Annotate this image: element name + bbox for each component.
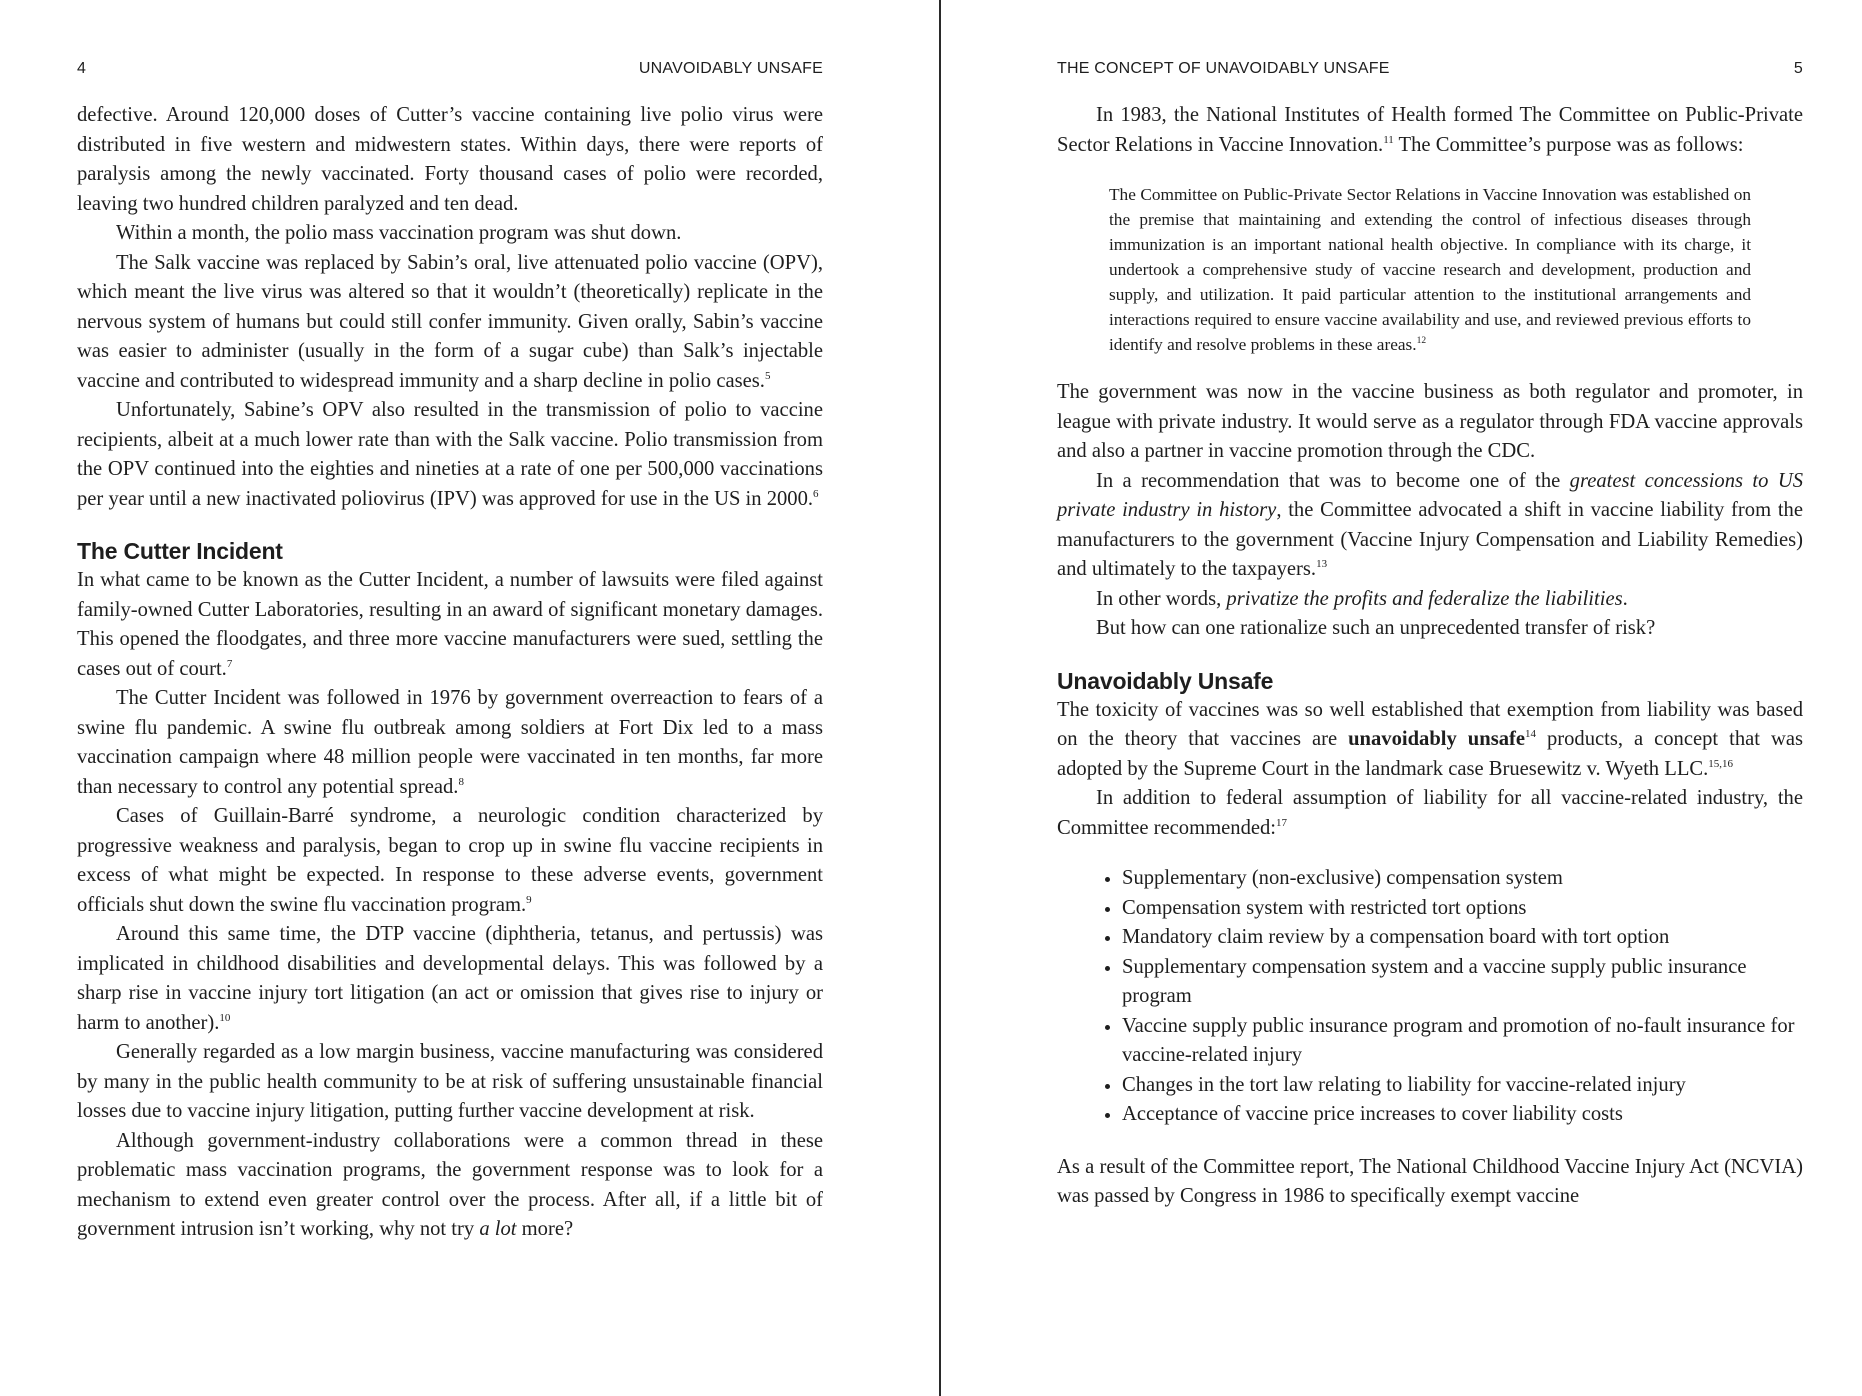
list-item: • Acceptance of vaccine price increases to cover liability costs	[1122, 1100, 1803, 1130]
left-page-number: 4	[77, 60, 87, 77]
footnote-marker: 10	[219, 1011, 231, 1024]
paragraph-text: In 1983, the National Institutes of Health formed The Committee on Public-Private Sector Relations in Vaccine Innovation.	[1057, 104, 1803, 156]
paragraph-text: In addition to federal assumption of liability for all vaccine-related industry, the Committee recommended:	[1057, 787, 1803, 839]
paragraph-text: Although government-industry collaborations were a common thread in these problematic mass vaccination programs, the government response was to look for a mechanism to extend even greater control over the process. After all, if a little bit of government intrusion isn’t working, why not try	[77, 1129, 823, 1240]
paragraph: The government was now in the vaccine business as both regulator and promoter, in league with private industry. It would serve as a regulator through FDA vaccine approvals and also a partner in vaccine promotion through the CDC.	[1057, 381, 1803, 462]
paragraph	[77, 802, 823, 920]
footnote-marker: 8	[458, 775, 464, 788]
list-item: • Mandatory claim review by a compensation board with tort option	[1122, 923, 1803, 953]
paragraph	[77, 566, 823, 684]
block-quote	[1109, 182, 1751, 357]
list-item: • Vaccine supply public insurance program and promotion of no-fault insurance for vaccine-related injury	[1122, 1012, 1803, 1071]
quote-text: The Committee on Public-Private Sector Relations in Vaccine Innovation was established on the premise that maintaining and extending the control of infectious diseases through immunization is an important national health objective. In compliance with its charge, it undertook a comprehensive study of vaccine research and development, production and supply, and utilization. It paid particular attention to the institutional arrangements and interactions required to ensure vaccine availability and use, and reviewed previous efforts to identify and resolve problems in these areas.	[1109, 185, 1751, 354]
paragraph-text: Cases of Guillain-Barré syndrome, a neurologic condition characterized by progressive weakness and paralysis, began to crop up in swine flu vaccine recipients in excess of what might be expected. In response to these adverse events, government officials shut down the swine flu vaccination program.	[77, 805, 823, 916]
section-heading: Unavoidably Unsafe	[1057, 667, 1274, 694]
left-page	[77, 0, 823, 1396]
page-gutter-divider	[939, 0, 941, 1396]
paragraph	[1057, 101, 1803, 160]
paragraph-text: products, a concept that was adopted by the Supreme Court in the landmark case Bruesewitz v. Wyeth LLC.	[1057, 728, 1803, 780]
list-item: • Supplementary compensation system and a vaccine supply public insurance program	[1122, 953, 1803, 1012]
paragraph: defective. Around 120,000 doses of Cutter’s vaccine containing live polio virus were distributed in five western and midwestern states. Within days, there were reports of paralysis among the newly vaccinated. Forty thousand cases of polio were recorded, leaving two hundred children paralyzed and ten dead.	[77, 104, 823, 215]
paragraph-text: In what came to be known as the Cutter Incident, a number of lawsuits were filed against family-owned Cutter Laboratories, resulting in an award of significant monetary damages. This opened the floodgates, and three more vaccine manufacturers were sued, settling the cases out of court.	[77, 569, 823, 680]
footnote-marker: 11	[1383, 133, 1394, 146]
left-running-title: UNAVOIDABLY UNSAFE	[638, 60, 823, 77]
paragraph	[1057, 784, 1803, 843]
paragraph	[77, 249, 823, 397]
paragraph: As a result of the Committee report, The National Childhood Vaccine Injury Act (NCVIA) was passed by Congress in 1986 to specifically exempt vaccine	[1057, 1155, 1803, 1207]
footnote-marker: 17	[1276, 816, 1288, 829]
footnote-marker: 5	[764, 369, 771, 382]
right-running-title: THE CONCEPT OF UNAVOIDABLY UNSAFE	[1057, 60, 1390, 77]
paragraph-text: , the Committee advocated a shift in vaccine liability from the manufacturers to the government (Vaccine Injury Compensation and Liability Remedies) and ultimately to the taxpayers.	[1057, 499, 1803, 580]
right-running-head	[1057, 60, 1803, 80]
right-page	[1057, 0, 1803, 1396]
right-page-number: 5	[1793, 60, 1803, 77]
bold-term: unavoidably unsafe	[1348, 728, 1526, 750]
recommendation-list	[1057, 864, 1803, 1130]
list-item: • Compensation system with restricted tort options	[1122, 894, 1803, 924]
footnote-marker: 12	[1416, 336, 1427, 346]
paragraph	[1057, 696, 1803, 785]
paragraph-text: The Committee’s purpose was as follows:	[1393, 133, 1744, 156]
list-item: • Supplementary (non-exclusive) compensation system	[1122, 864, 1803, 894]
footnote-marker: 14	[1525, 728, 1537, 740]
footnote-marker: 6	[813, 487, 819, 500]
emphasis: a lot	[479, 1218, 517, 1240]
paragraph-text: The Salk vaccine was replaced by Sabin’s oral, live attenuated polio vaccine (OPV), which meant the live virus was altered so that it wouldn’t (theoretically) replicate in the nervous system of humans but could still confer immunity. Given orally, Sabin’s vaccine was easier to administer (usually in the form of a sugar cube) than Salk’s injectable vaccine and contributed to widespread immunity and a sharp decline in polio cases.	[77, 251, 823, 392]
paragraph-text: The Cutter Incident was followed in 1976 by government overreaction to fears of a swine flu pandemic. A swine flu outbreak among soldiers at Fort Dix led to a mass vaccination campaign where 48 million people were vaccinated in ten months, far more than necessary to control any potential spread.	[77, 687, 823, 798]
emphasis: privatize the profits and federalize the liabilities	[1226, 587, 1623, 610]
paragraph	[77, 1127, 823, 1245]
paragraph: But how can one rationalize such an unprecedented transfer of risk?	[1096, 617, 1656, 639]
paragraph-text: Unfortunately, Sabine’s OPV also resulted in the transmission of polio to vaccine recipients, albeit at a much lower rate than with the Salk vaccine. Polio transmission from the OPV continued into the eighties and nineties at a rate of one per 500,000 vaccinations per year until a new inactivated poliovirus (IPV) was approved for use in the US in 2000.	[77, 399, 823, 510]
paragraph	[1057, 585, 1803, 615]
paragraph: Generally regarded as a low margin business, vaccine manufacturing was considered by many in the public health community to be at risk of suffering unsustainable financial losses due to vaccine injury litigation, putting further vaccine development at risk.	[77, 1041, 823, 1122]
left-body-text	[77, 101, 823, 1245]
paragraph	[77, 684, 823, 802]
paragraph	[1057, 467, 1803, 585]
paragraph-text: The toxicity of vaccines was so well established that exemption from liability was based on the theory that vaccines are	[1057, 698, 1803, 750]
paragraph: Within a month, the polio mass vaccination program was shut down.	[116, 222, 682, 244]
list-item: • Changes in the tort law relating to liability for vaccine-related injury	[1122, 1071, 1803, 1101]
paragraph-text: .	[1622, 587, 1628, 610]
left-running-head	[77, 60, 823, 80]
paragraph	[77, 920, 823, 1038]
footnote-marker: 13	[1316, 558, 1328, 570]
footnote-marker: 9	[526, 893, 532, 906]
paragraph-text: In other words,	[1096, 587, 1227, 610]
emphasis: greatest concessions to US private industry in history	[1057, 469, 1804, 521]
footnote-marker: 7	[226, 657, 233, 670]
footnote-marker: 15,16	[1708, 757, 1734, 770]
paragraph	[77, 396, 823, 514]
right-body-text	[1057, 101, 1803, 1212]
section-heading: The Cutter Incident	[77, 538, 283, 564]
paragraph-text: In a recommendation that was to become one of the	[1096, 469, 1570, 492]
paragraph-text: Around this same time, the DTP vaccine (diphtheria, tetanus, and pertussis) was implicated in childhood disabilities and developmental delays. This was followed by a sharp rise in vaccine injury tort litigation (an act or omission that gives rise to injury or harm to another).	[77, 923, 823, 1034]
paragraph-text: more?	[516, 1218, 574, 1240]
